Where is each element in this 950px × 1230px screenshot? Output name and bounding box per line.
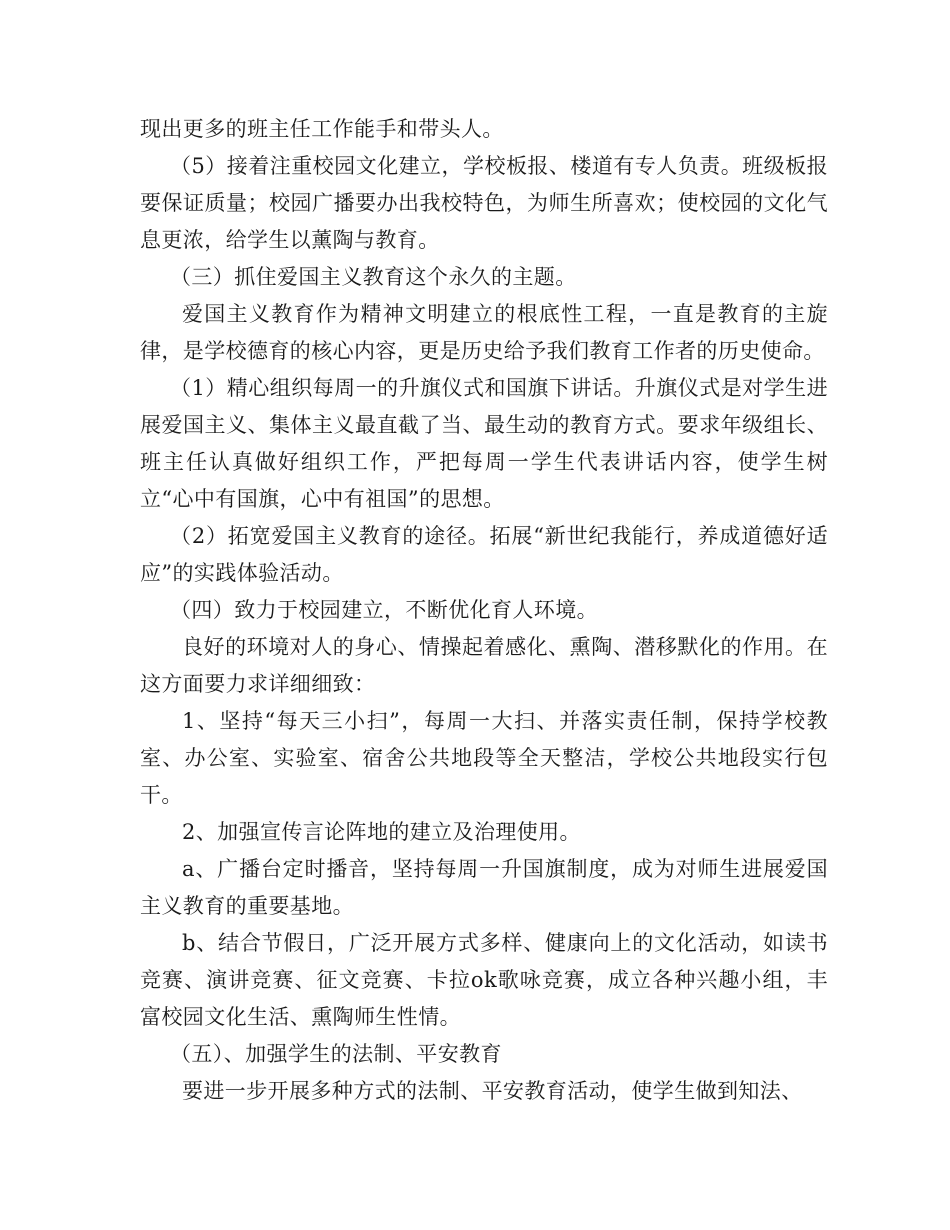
paragraph: 爱国主义教育作为精神文明建立的根底性工程，一直是教育的主旋律，是学校德育的核心内容，更是历史给予我们教育工作者的历史使命。 [140, 302, 828, 363]
paragraph: 2、加强宣传言论阵地的建立及治理使用。 [182, 820, 581, 844]
paragraph: 1、坚持“每天三小扫”，每周一大扫、并落实责任制，保持学校教室、办公室、实验室、宿舍公共地段等全天整洁，学校公共地段实行包干。 [140, 709, 828, 807]
paragraph: 要进一步开展多种方式的法制、平安教育活动，使学生做到知法、 [182, 1079, 803, 1103]
paragraph: （1）精心组织每周一的升旗仪式和国旗下讲话。升旗仪式是对学生进展爱国主义、集体主义最直截了当、最生动的教育方式。要求年级组长、班主任认真做好组织工作，严把每周一学生代表讲话内容，使学生树立“心中有国旗，心中有祖国”的思想。 [140, 376, 828, 511]
document-body [140, 111, 828, 1110]
section-heading: （四）致力于校园建立，不断优化育人环境。 [170, 598, 598, 622]
paragraph: b、结合节假日，广泛开展方式多样、健康向上的文化活动，如读书竞赛、演讲竞赛、征文竞赛、卡拉ok歌咏竞赛，成立各种兴趣小组，丰富校园文化生活、熏陶师生性情。 [140, 931, 828, 1029]
paragraph: 现出更多的班主任工作能手和带头人。 [140, 117, 504, 141]
paragraph: （5）接着注重校园文化建立，学校板报、楼道有专人负责。班级板报要保证质量；校园广播要办出我校特色，为师生所喜欢；使校园的文化气息更浓，给学生以薰陶与教育。 [140, 154, 828, 252]
section-heading: （三）抓住爱国主义教育这个永久的主题。 [170, 265, 577, 289]
paragraph: （2）拓宽爱国主义教育的途径。拓展“新世纪我能行，养成道德好适应”的实践体验活动。 [140, 524, 828, 585]
paragraph: a、广播台定时播音，坚持每周一升国旗制度，成为对师生进展爱国主义教育的重要基地。 [140, 857, 828, 918]
section-heading: （五）、加强学生的法制、平安教育 [170, 1042, 502, 1066]
paragraph: 良好的环境对人的身心、情操起着感化、熏陶、潜移默化的作用。在这方面要力求详细细致： [140, 635, 828, 696]
